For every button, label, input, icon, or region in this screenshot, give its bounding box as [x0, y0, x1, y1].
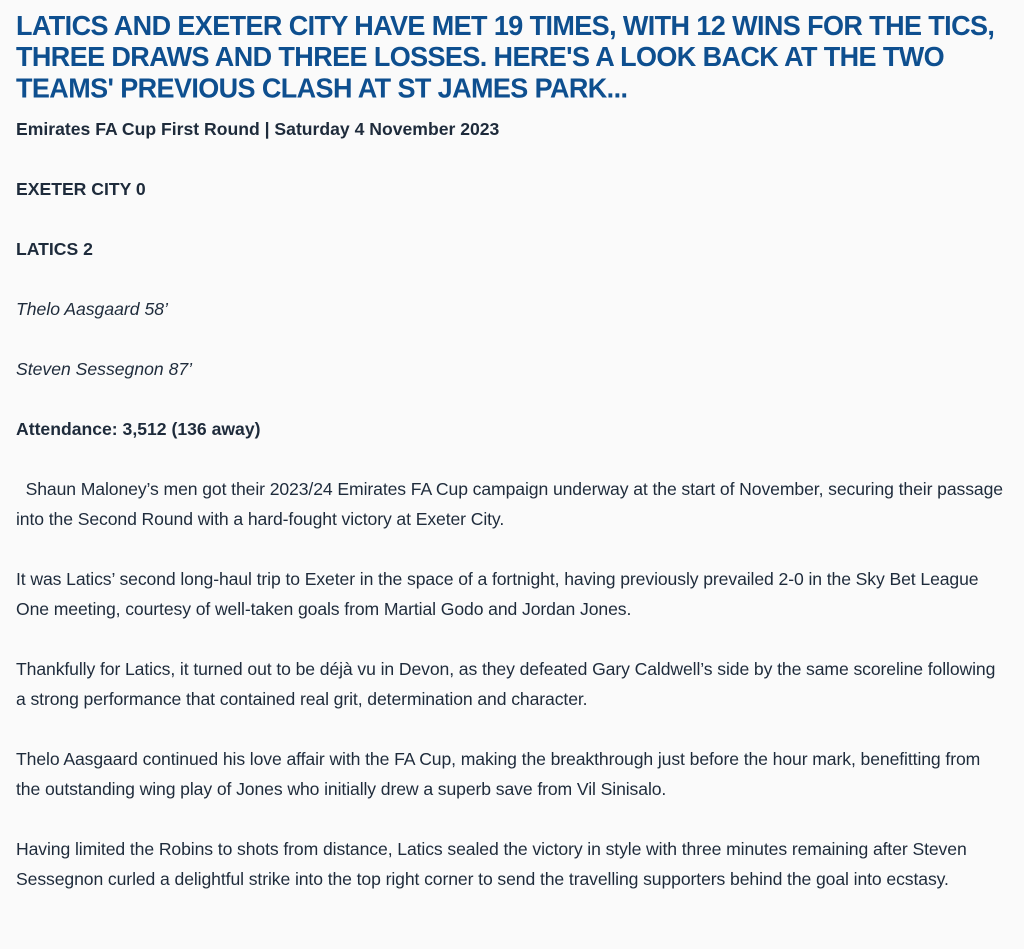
away-team-score: LATICS 2 [16, 239, 93, 259]
body-paragraph-4: Thelo Aasgaard continued his love affair with the FA Cup, making the breakthrough just before the hour mark, benefitting from the outstanding wing play of Jones who initially drew a superb save from Vil Sinisalo. [16, 749, 981, 799]
scorer-1: Thelo Aasgaard 58’ [16, 299, 168, 319]
article [16, 10, 1006, 894]
match-info: Emirates FA Cup First Round | Saturday 4 November 2023 [16, 119, 500, 139]
article-headline: LATICS AND EXETER CITY HAVE MET 19 TIMES, WITH 12 WINS FOR THE TICS, THREE DRAWS AND THREE LOSSES. HERE'S A LOOK BACK AT THE TWO TEAMS' PREVIOUS CLASH AT ST JAMES PARK... [16, 10, 995, 104]
body-paragraph-3: Thankfully for Latics, it turned out to be déjà vu in Devon, as they defeated Gary Caldwell’s side by the same scoreline following a strong performance that contained real grit, determination and character. [16, 659, 996, 709]
home-team-score: EXETER CITY 0 [16, 179, 146, 199]
attendance: Attendance: 3,512 (136 away) [16, 419, 261, 439]
body-paragraph-2: It was Latics’ second long-haul trip to Exeter in the space of a fortnight, having previously prevailed 2-0 in the Sky Bet League One meeting, courtesy of well-taken goals from Martial Godo and Jordan Jones. [16, 569, 979, 619]
scorer-2: Steven Sessegnon 87’ [16, 359, 193, 379]
body-paragraph-5: Having limited the Robins to shots from distance, Latics sealed the victory in style with three minutes remaining after Steven Sessegnon curled a delightful strike into the top right corner to send the travelling supporters behind the goal into ecstasy. [16, 839, 967, 889]
body-paragraph-1: Shaun Maloney’s men got their 2023/24 Emirates FA Cup campaign underway at the start of November, securing their passage into the Second Round with a hard-fought victory at Exeter City. [16, 479, 1008, 529]
